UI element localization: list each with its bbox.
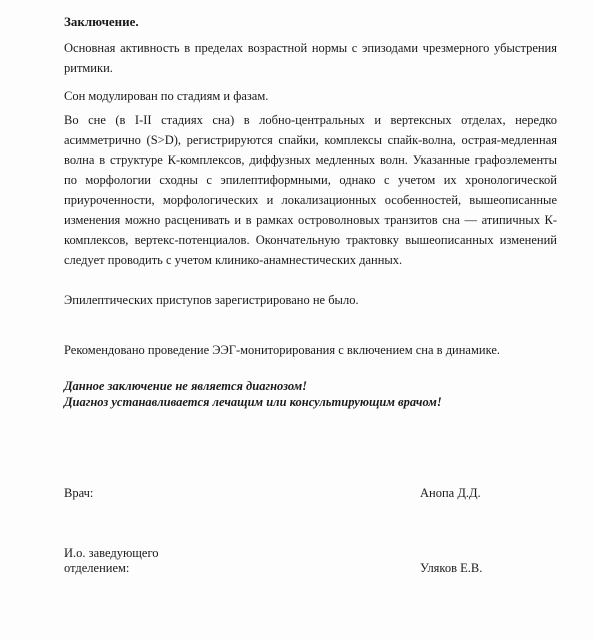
head-label-line-1: И.о. заведующего	[64, 546, 159, 560]
head-name: Уляков Е.В.	[420, 561, 483, 575]
disclaimer-line-2: Диагноз устанавливается лечащим или консультирующим врачом!	[64, 395, 442, 409]
paragraph-sleep-modulation: Сон модулирован по стадиям и фазам.	[64, 89, 269, 103]
paragraph-sleep-findings: Во сне (в I-II стадиях сна) в лобно-центральных и вертексных отделах, нередко асимметрично (S>D), регистрируются спайки, комплексы спайк-волна, острая-медленная волна в структуре К-комплексов, диффузных медленных волн. Указанные графоэлементы по морфологии сходны с эпилептиформными, однако с учетом их хронологической приуроченности, морфологических и локализационных особенностей, вышеописанные изменения можно расценивать и в рамках островолновых транзитов сна — атипичных К-комплексов, вертекс-потенциалов. Окончательную трактовку вышеописанных изменений следует проводить с учетом клинико-анамнестических данных.	[64, 113, 557, 267]
doctor-name: Анопа Д.Д.	[420, 486, 481, 500]
doctor-label: Врач:	[64, 486, 94, 500]
disclaimer-note	[64, 378, 442, 410]
paragraph-recommendation: Рекомендовано проведение ЭЭГ-мониторирования с включением сна в динамике.	[64, 343, 501, 357]
disclaimer-line-1: Данное заключение не является диагнозом!	[64, 379, 308, 393]
head-label-line-2: отделением:	[64, 561, 130, 575]
paragraph-no-seizures: Эпилептических приступов зарегистрировано не было.	[64, 293, 359, 307]
paragraph-background-activity: Основная активность в пределах возрастной нормы с эпизодами чрезмерного убыстрения ритмики.	[64, 41, 557, 75]
document-title: Заключение.	[64, 14, 139, 29]
